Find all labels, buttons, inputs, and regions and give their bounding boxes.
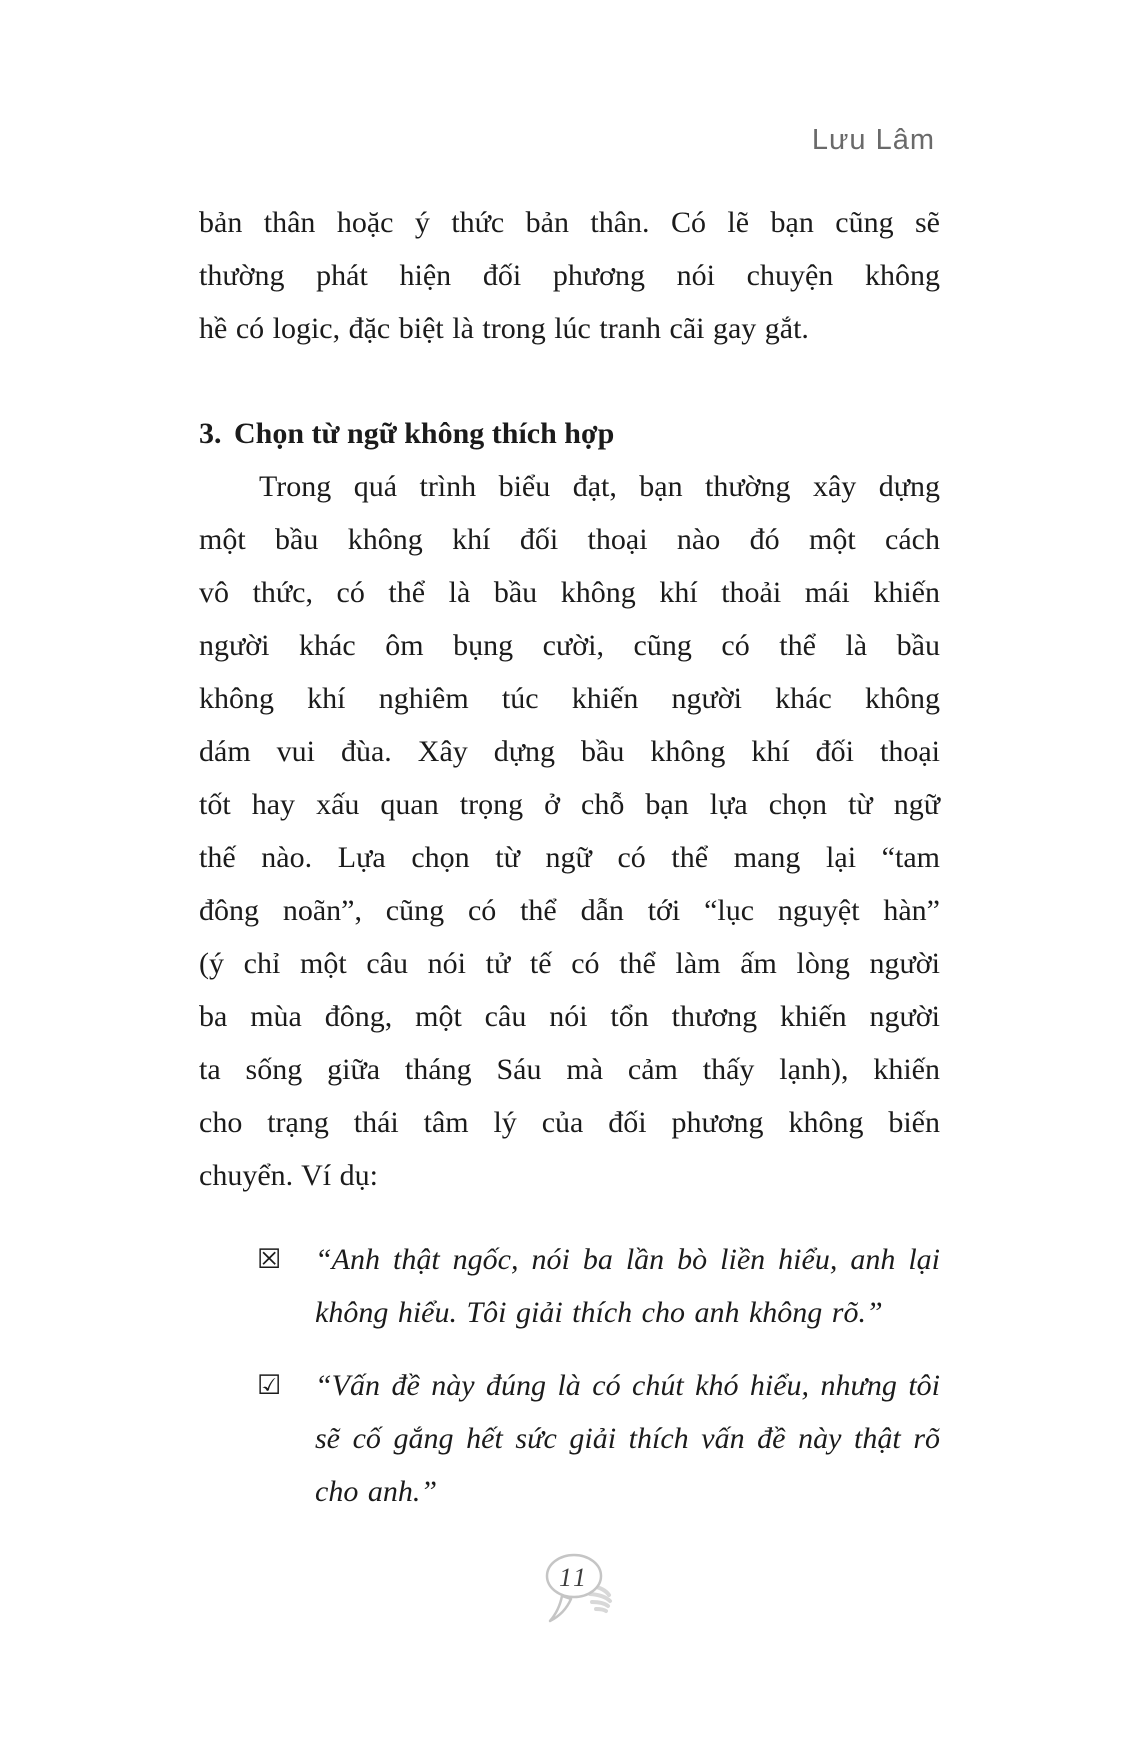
text-line: thường phát hiện đối phương nói chuyện không [199, 259, 940, 292]
example-list [199, 1233, 940, 1518]
text-line: (ý chỉ một câu nói tử tế có thể làm ấm lòng người [199, 947, 940, 980]
text-line: đông noãn”, cũng có thể dẫn tới “lục nguyệt hàn” [199, 894, 940, 927]
section-heading [199, 407, 940, 460]
example-item-wrong [199, 1233, 940, 1339]
ballot-box-with-x-icon: ☒ [257, 1244, 282, 1275]
paragraph-1 [199, 196, 940, 355]
example-quote [315, 1359, 940, 1518]
text-line: không hiểu. Tôi giải thích cho anh không rõ.” [315, 1296, 883, 1329]
text-line: sẽ cố gắng hết sức giải thích vấn đề này thật rõ [315, 1422, 940, 1455]
section-title: Chọn từ ngữ không thích hợp [234, 417, 615, 450]
page-number-badge [540, 1548, 624, 1626]
speech-bubble-tail [550, 1596, 571, 1621]
text-line: cho anh.” [315, 1475, 437, 1508]
text-line: không khí nghiêm túc khiến người khác không [199, 682, 940, 715]
text-line: bản thân hoặc ý thức bản thân. Có lẽ bạn cũng sẽ [199, 206, 940, 239]
text-line: vô thức, có thể là bầu không khí thoải mái khiến [199, 576, 940, 609]
text-line: người khác ôm bụng cười, cũng có thể là bầu [199, 629, 940, 662]
example-item-right [199, 1359, 940, 1518]
text-line: một bầu không khí đối thoại nào đó một cách [199, 523, 940, 556]
page-number: 11 [558, 1563, 590, 1592]
text-line: ta sống giữa tháng Sáu mà cảm thấy lạnh), khiến [199, 1053, 940, 1086]
text-line: cho trạng thái tâm lý của đối phương không biến [199, 1106, 940, 1139]
text-line: Trong quá trình biểu đạt, bạn thường xây dựng [259, 470, 940, 503]
text-line: chuyển. Ví dụ: [199, 1159, 378, 1192]
text-line: thế nào. Lựa chọn từ ngữ có thể mang lại “tam [199, 841, 940, 874]
section-number: 3. [199, 417, 222, 450]
running-head-author: Lưu Lâm [811, 124, 935, 156]
text-line: tốt hay xấu quan trọng ở chỗ bạn lựa chọn từ ngữ [199, 788, 940, 821]
text-line: ba mùa đông, một câu nói tổn thương khiến người [199, 1000, 940, 1033]
text-line: “Anh thật ngốc, nói ba lần bò liền hiểu, anh lại [315, 1243, 940, 1276]
example-quote [315, 1233, 940, 1339]
ballot-box-with-check-icon: ☑ [257, 1370, 282, 1401]
text-line: hề có logic, đặc biệt là trong lúc tranh cãi gay gắt. [199, 312, 809, 345]
paragraph-2 [199, 460, 940, 1202]
text-line: dám vui đùa. Xây dựng bầu không khí đối thoại [199, 735, 940, 768]
text-line: “Vấn đề này đúng là có chút khó hiểu, nhưng tôi [315, 1369, 940, 1402]
speech-bubble-icon [540, 1548, 624, 1626]
